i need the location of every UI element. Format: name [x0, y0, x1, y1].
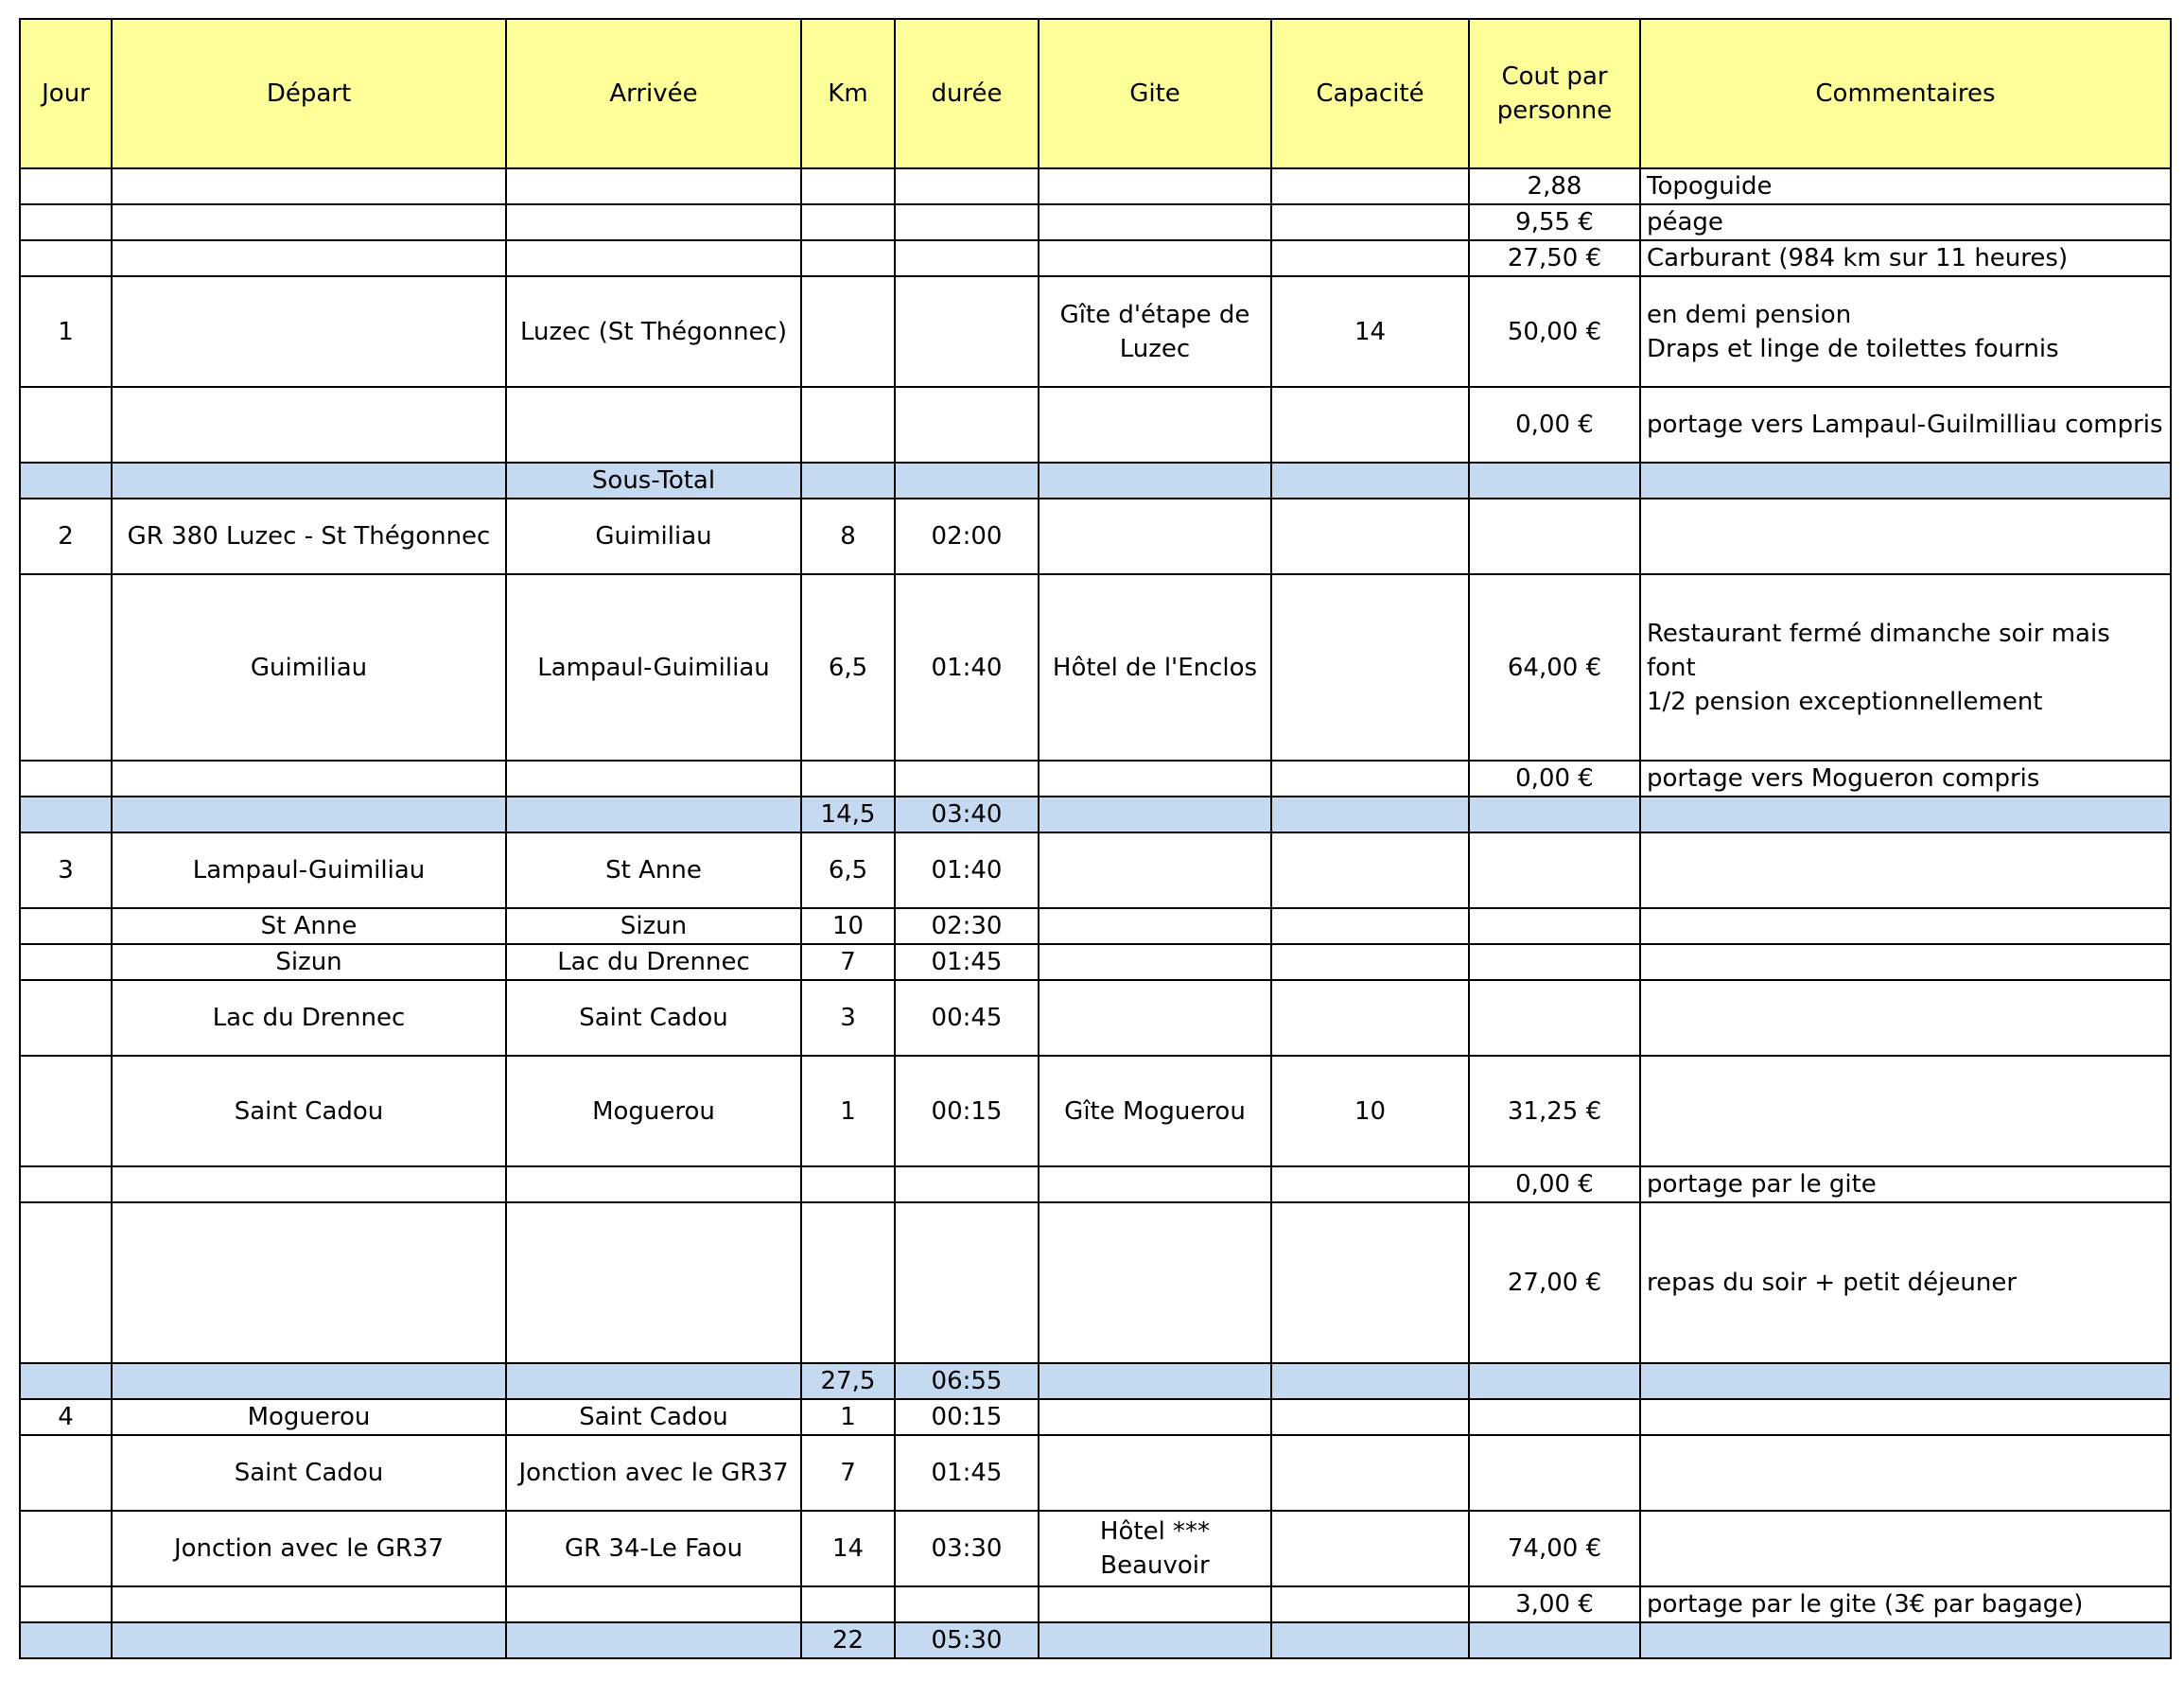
table-row: [20, 204, 2171, 240]
header-depart: Départ: [112, 19, 506, 168]
table-row: [20, 168, 2171, 204]
header-arrivee: Arrivée: [506, 19, 801, 168]
cell-gite: [1039, 499, 1271, 574]
cell-depart: [112, 240, 506, 276]
cell-depart: [112, 761, 506, 797]
cell-capacite: [1271, 1202, 1469, 1363]
cell-km: 7: [801, 1435, 895, 1511]
cell-gite: [1039, 1166, 1271, 1202]
cell-depart: [112, 797, 506, 832]
cell-jour: 1: [20, 276, 112, 387]
cell-duree: 02:00: [895, 499, 1039, 574]
cell-km: [801, 240, 895, 276]
cell-jour: [20, 463, 112, 499]
cell-depart: [112, 276, 506, 387]
cell-km: 1: [801, 1399, 895, 1435]
table-row: [20, 387, 2171, 463]
cell-arrivee: Lac du Drennec: [506, 944, 801, 980]
cell-km: 1: [801, 1056, 895, 1166]
cell-commentaires: Topoguide: [1640, 168, 2171, 204]
cell-duree: 01:45: [895, 944, 1039, 980]
cell-capacite: 14: [1271, 276, 1469, 387]
cell-km: 6,5: [801, 832, 895, 908]
cell-cout: 0,00 €: [1469, 387, 1640, 463]
cell-capacite: [1271, 387, 1469, 463]
cell-gite: [1039, 908, 1271, 944]
cell-jour: [20, 1622, 112, 1658]
cell-depart: [112, 387, 506, 463]
cell-duree: 01:40: [895, 832, 1039, 908]
subtotal-row: [20, 463, 2171, 499]
table-body: [20, 168, 2171, 1658]
cell-km: [801, 463, 895, 499]
cell-commentaires: [1640, 1056, 2171, 1166]
cell-km: 14,5: [801, 797, 895, 832]
cell-gite: Hôtel *** Beauvoir: [1039, 1511, 1271, 1586]
cell-jour: [20, 168, 112, 204]
cell-duree: 01:40: [895, 574, 1039, 761]
table-row: [20, 980, 2171, 1056]
cell-capacite: [1271, 1363, 1469, 1399]
cell-jour: [20, 1202, 112, 1363]
cell-arrivee: Lampaul-Guimiliau: [506, 574, 801, 761]
cell-gite: Gîte d'étape de Luzec: [1039, 276, 1271, 387]
header-row: [20, 19, 2171, 168]
cell-depart: [112, 1166, 506, 1202]
cell-cout: [1469, 1363, 1640, 1399]
cell-capacite: 10: [1271, 1056, 1469, 1166]
cell-capacite: [1271, 1586, 1469, 1622]
cell-duree: [895, 761, 1039, 797]
cell-cout: 27,00 €: [1469, 1202, 1640, 1363]
subtotal-row: [20, 1363, 2171, 1399]
cell-capacite: [1271, 463, 1469, 499]
cell-arrivee: Moguerou: [506, 1056, 801, 1166]
cell-jour: [20, 204, 112, 240]
cell-jour: [20, 944, 112, 980]
cell-commentaires: repas du soir + petit déjeuner: [1640, 1202, 2171, 1363]
cell-commentaires: portage vers Mogueron compris: [1640, 761, 2171, 797]
cell-gite: [1039, 1435, 1271, 1511]
cell-duree: [895, 204, 1039, 240]
cell-duree: 03:30: [895, 1511, 1039, 1586]
cell-depart: St Anne: [112, 908, 506, 944]
cell-commentaires: [1640, 944, 2171, 980]
cell-km: 22: [801, 1622, 895, 1658]
cell-duree: [895, 1586, 1039, 1622]
cell-jour: [20, 797, 112, 832]
cell-jour: [20, 1435, 112, 1511]
cell-cout: 50,00 €: [1469, 276, 1640, 387]
header-km: Km: [801, 19, 895, 168]
cell-arrivee: Saint Cadou: [506, 1399, 801, 1435]
cell-duree: [895, 168, 1039, 204]
cell-jour: [20, 761, 112, 797]
cell-capacite: [1271, 1166, 1469, 1202]
cell-arrivee: GR 34-Le Faou: [506, 1511, 801, 1586]
cell-commentaires: portage par le gite: [1640, 1166, 2171, 1202]
header-gite: Gite: [1039, 19, 1271, 168]
cell-km: [801, 1202, 895, 1363]
cell-capacite: [1271, 1511, 1469, 1586]
table-row: [20, 276, 2171, 387]
subtotal-row: [20, 797, 2171, 832]
table-row: [20, 761, 2171, 797]
cell-capacite: [1271, 574, 1469, 761]
cell-commentaires: Restaurant fermé dimanche soir mais font 1/2 pension exceptionnellement: [1640, 574, 2171, 761]
cell-duree: [895, 1202, 1039, 1363]
cell-arrivee: [506, 168, 801, 204]
cell-jour: 3: [20, 832, 112, 908]
cell-cout: [1469, 797, 1640, 832]
cell-capacite: [1271, 980, 1469, 1056]
cell-depart: Lac du Drennec: [112, 980, 506, 1056]
cell-km: [801, 204, 895, 240]
cell-arrivee: [506, 797, 801, 832]
cell-commentaires: [1640, 797, 2171, 832]
cell-capacite: [1271, 240, 1469, 276]
cell-jour: [20, 1363, 112, 1399]
cell-cout: [1469, 1399, 1640, 1435]
cell-capacite: [1271, 1435, 1469, 1511]
cell-jour: [20, 1586, 112, 1622]
cell-depart: [112, 1622, 506, 1658]
cell-duree: [895, 276, 1039, 387]
table-row: [20, 499, 2171, 574]
cell-duree: [895, 1166, 1039, 1202]
cell-arrivee: [506, 1622, 801, 1658]
cell-commentaires: [1640, 1622, 2171, 1658]
cell-km: [801, 168, 895, 204]
cell-gite: [1039, 387, 1271, 463]
cell-cout: 31,25 €: [1469, 1056, 1640, 1166]
cell-jour: [20, 240, 112, 276]
cell-duree: 02:30: [895, 908, 1039, 944]
cell-depart: Saint Cadou: [112, 1435, 506, 1511]
cell-gite: [1039, 240, 1271, 276]
cell-cout: 74,00 €: [1469, 1511, 1640, 1586]
header-jour: Jour: [20, 19, 112, 168]
cell-depart: Moguerou: [112, 1399, 506, 1435]
cell-capacite: [1271, 1622, 1469, 1658]
cell-km: [801, 387, 895, 463]
cell-cout: 0,00 €: [1469, 1166, 1640, 1202]
cell-km: 10: [801, 908, 895, 944]
cell-gite: [1039, 1586, 1271, 1622]
cell-gite: [1039, 761, 1271, 797]
cell-cout: [1469, 1435, 1640, 1511]
cell-capacite: [1271, 908, 1469, 944]
cell-jour: [20, 908, 112, 944]
cell-capacite: [1271, 204, 1469, 240]
cell-depart: Guimiliau: [112, 574, 506, 761]
cell-gite: [1039, 1399, 1271, 1435]
cell-capacite: [1271, 168, 1469, 204]
cell-gite: [1039, 797, 1271, 832]
cell-duree: 01:45: [895, 1435, 1039, 1511]
cell-jour: [20, 1511, 112, 1586]
cell-jour: [20, 1056, 112, 1166]
cell-arrivee: Luzec (St Thégonnec): [506, 276, 801, 387]
cell-cout: [1469, 944, 1640, 980]
cell-capacite: [1271, 1399, 1469, 1435]
cell-km: 8: [801, 499, 895, 574]
cell-arrivee: Jonction avec le GR37: [506, 1435, 801, 1511]
cell-duree: [895, 240, 1039, 276]
table-row: [20, 1056, 2171, 1166]
cell-jour: [20, 387, 112, 463]
cell-km: 3: [801, 980, 895, 1056]
cell-cout: 27,50 €: [1469, 240, 1640, 276]
cell-duree: 05:30: [895, 1622, 1039, 1658]
cell-gite: [1039, 832, 1271, 908]
cell-gite: [1039, 980, 1271, 1056]
cell-gite: [1039, 463, 1271, 499]
cell-arrivee: [506, 761, 801, 797]
cell-arrivee: [506, 387, 801, 463]
cell-jour: 4: [20, 1399, 112, 1435]
cell-jour: [20, 980, 112, 1056]
cell-gite: Gîte Moguerou: [1039, 1056, 1271, 1166]
cell-depart: Sizun: [112, 944, 506, 980]
cell-cout: 64,00 €: [1469, 574, 1640, 761]
cell-cout: 2,88: [1469, 168, 1640, 204]
cell-km: [801, 1586, 895, 1622]
cell-commentaires: [1640, 1435, 2171, 1511]
cell-gite: [1039, 168, 1271, 204]
cell-commentaires: [1640, 908, 2171, 944]
cell-arrivee: [506, 1363, 801, 1399]
subtotal-row: [20, 1622, 2171, 1658]
header-commentaires: Commentaires: [1640, 19, 2171, 168]
cell-arrivee: Sous-Total: [506, 463, 801, 499]
cell-gite: [1039, 1202, 1271, 1363]
cell-arrivee: St Anne: [506, 832, 801, 908]
cell-arrivee: [506, 240, 801, 276]
table-row: [20, 944, 2171, 980]
cell-km: [801, 276, 895, 387]
cell-km: 14: [801, 1511, 895, 1586]
cell-cout: [1469, 832, 1640, 908]
table-row: [20, 1399, 2171, 1435]
cell-commentaires: [1640, 1511, 2171, 1586]
cell-capacite: [1271, 797, 1469, 832]
table-row: [20, 1586, 2171, 1622]
header-duree: durée: [895, 19, 1039, 168]
cell-commentaires: [1640, 1399, 2171, 1435]
cell-arrivee: [506, 1202, 801, 1363]
cell-km: [801, 761, 895, 797]
table-row: [20, 908, 2171, 944]
cell-gite: [1039, 944, 1271, 980]
table-row: [20, 1202, 2171, 1363]
cell-commentaires: Carburant (984 km sur 11 heures): [1640, 240, 2171, 276]
cell-depart: [112, 1363, 506, 1399]
cell-commentaires: [1640, 832, 2171, 908]
cell-km: 27,5: [801, 1363, 895, 1399]
cell-arrivee: Guimiliau: [506, 499, 801, 574]
cell-duree: 00:15: [895, 1056, 1039, 1166]
cell-gite: [1039, 204, 1271, 240]
cell-jour: [20, 574, 112, 761]
cell-commentaires: [1640, 1363, 2171, 1399]
cell-duree: 03:40: [895, 797, 1039, 832]
table-row: [20, 574, 2171, 761]
cell-depart: [112, 1586, 506, 1622]
cell-cout: [1469, 1622, 1640, 1658]
cell-gite: [1039, 1363, 1271, 1399]
cell-gite: Hôtel de l'Enclos: [1039, 574, 1271, 761]
cell-arrivee: [506, 1586, 801, 1622]
cell-cout: [1469, 499, 1640, 574]
cell-jour: [20, 1166, 112, 1202]
cell-commentaires: [1640, 499, 2171, 574]
cell-duree: 00:45: [895, 980, 1039, 1056]
cell-commentaires: [1640, 980, 2171, 1056]
cell-depart: [112, 204, 506, 240]
cell-commentaires: péage: [1640, 204, 2171, 240]
header-cout: Cout par personne: [1469, 19, 1640, 168]
cell-commentaires: portage par le gite (3€ par bagage): [1640, 1586, 2171, 1622]
cell-jour: 2: [20, 499, 112, 574]
table-row: [20, 1435, 2171, 1511]
cell-cout: 0,00 €: [1469, 761, 1640, 797]
cell-duree: [895, 463, 1039, 499]
cell-capacite: [1271, 944, 1469, 980]
cell-gite: [1039, 1622, 1271, 1658]
table-row: [20, 240, 2171, 276]
cell-duree: [895, 387, 1039, 463]
cell-km: 7: [801, 944, 895, 980]
cell-cout: [1469, 908, 1640, 944]
cell-depart: [112, 463, 506, 499]
cell-arrivee: Sizun: [506, 908, 801, 944]
cell-arrivee: Saint Cadou: [506, 980, 801, 1056]
cell-depart: Lampaul-Guimiliau: [112, 832, 506, 908]
cell-arrivee: [506, 204, 801, 240]
cell-commentaires: [1640, 463, 2171, 499]
header-capacite: Capacité: [1271, 19, 1469, 168]
cell-arrivee: [506, 1166, 801, 1202]
itinerary-table: [19, 18, 2172, 1659]
cell-cout: 9,55 €: [1469, 204, 1640, 240]
cell-km: 6,5: [801, 574, 895, 761]
cell-duree: 06:55: [895, 1363, 1039, 1399]
table-row: [20, 1511, 2171, 1586]
cell-cout: 3,00 €: [1469, 1586, 1640, 1622]
cell-depart: Jonction avec le GR37: [112, 1511, 506, 1586]
cell-km: [801, 1166, 895, 1202]
cell-commentaires: portage vers Lampaul-Guilmilliau compris: [1640, 387, 2171, 463]
cell-capacite: [1271, 499, 1469, 574]
cell-capacite: [1271, 832, 1469, 908]
cell-capacite: [1271, 761, 1469, 797]
table-row: [20, 832, 2171, 908]
cell-commentaires: en demi pension Draps et linge de toilettes fournis: [1640, 276, 2171, 387]
cell-depart: GR 380 Luzec - St Thégonnec: [112, 499, 506, 574]
cell-cout: [1469, 463, 1640, 499]
cell-depart: [112, 1202, 506, 1363]
table-row: [20, 1166, 2171, 1202]
cell-depart: Saint Cadou: [112, 1056, 506, 1166]
cell-depart: [112, 168, 506, 204]
cell-cout: [1469, 980, 1640, 1056]
cell-duree: 00:15: [895, 1399, 1039, 1435]
